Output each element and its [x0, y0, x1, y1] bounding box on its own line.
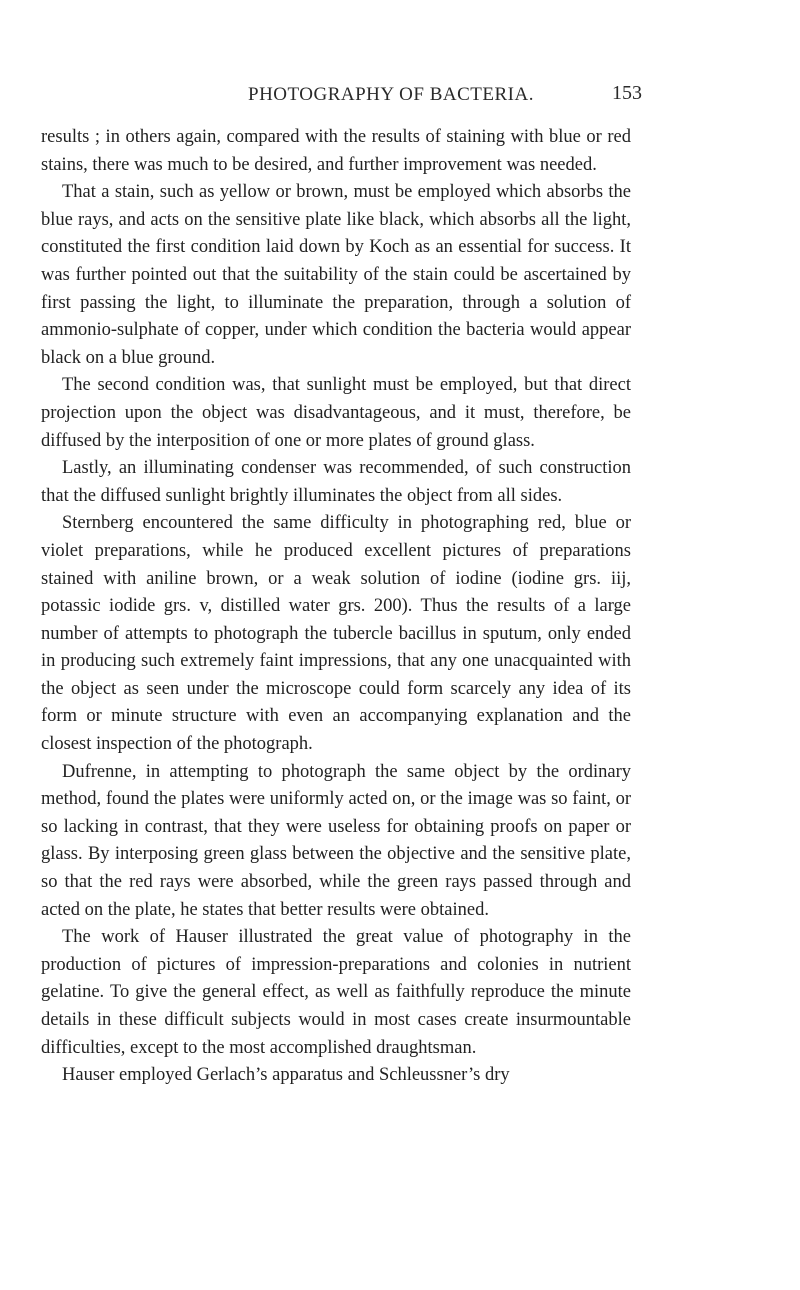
running-head [0, 84, 800, 114]
body-text [41, 124, 631, 1090]
paragraph-sternberg: Sternberg encountered the same difficulty in photographing red, blue or violet preparations, while he produced excellent pictures of preparations stained with aniline brown, or a weak solution of iodine (iodine grs. iij, potassic iodide grs. v, distilled water grs. 200). Thus the results of a large number of attempts to photograph the tubercle bacillus in sputum, only ended in producing such extremely faint impressions, that any one unacquainted with the object as seen under the microscope could form scarcely any idea of its form or minute structure with even an accompanying explanation and the closest inspection of the photograph. [41, 513, 631, 755]
paragraph-koch-conditions: That a stain, such as yellow or brown, must be employed which absorbs the blue rays, and acts on the sensitive plate like black, which absorbs all the light, constituted the first condition laid down by Koch as an essential for success. It was further pointed out that the suitability of the stain could be ascertained by first passing the light, to illuminate the preparation, through a solution of ammonio-sulphate of copper, under which condition the bacteria would appear black on a blue ground. [41, 182, 631, 368]
paragraph-sunlight: The second condition was, that sunlight must be employed, but that direct projection upon the object was disadvantageous, and it must, therefore, be diffused by the interposition of one or more plates of ground glass. [41, 375, 631, 451]
paragraph-continuation: results ; in others again, compared with the results of staining with blue or red stains, there was much to be desired, and further improvement was needed. [41, 127, 631, 175]
paragraph-condenser: Lastly, an illuminating condenser was recommended, of such construction that the diffused sunlight brightly illuminates the object from all sides. [41, 458, 631, 506]
paragraph-hauser-work: The work of Hauser illustrated the great value of photography in the production of pictures of impression-preparations and colonies in nutrient gelatine. To give the general effect, as well as faithfully reproduce the minute details in these difficult subjects would in most cases create insurmountable difficulties, except to the most accomplished draughtsman. [41, 927, 631, 1058]
paragraph-dufrenne: Dufrenne, in attempting to photograph the same object by the ordinary method, found the plates were uniformly acted on, or the image was so faint, or so lacking in contrast, that they were useless for obtaining proofs on paper or glass. By interposing green glass between the objective and the sensitive plate, so that the red rays were absorbed, while the green rays passed through and acted on the plate, he states that better results were obtained. [41, 761, 631, 920]
page-number: 153 [612, 82, 642, 104]
paragraph-hauser-apparatus: Hauser employed Gerlach’s apparatus and Schleussner’s dry [62, 1065, 510, 1086]
running-head-title: PHOTOGRAPHY OF BACTERIA. [248, 84, 534, 105]
